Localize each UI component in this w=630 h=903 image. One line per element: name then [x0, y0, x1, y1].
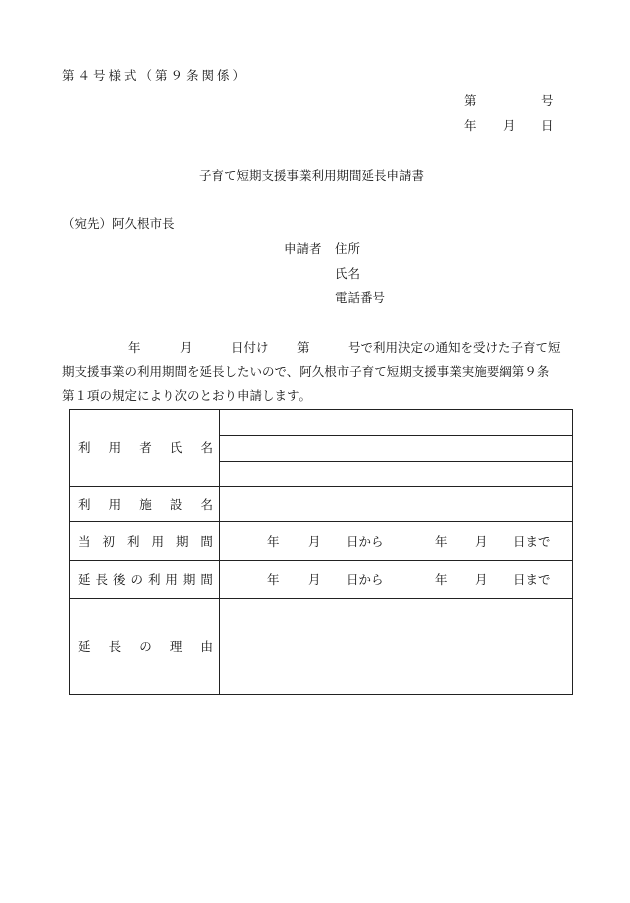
body-line3: 第１項の規定により次のとおり申請します。: [62, 388, 312, 403]
reason-label: 延 長 の 理 由: [78, 638, 213, 654]
date-month: 月: [503, 118, 516, 133]
initial-period-label: 当 初 利 用 期 間: [78, 533, 213, 549]
facility-label-cell: [70, 487, 220, 522]
form-number: 第４号様式（第９条関係）: [62, 68, 249, 83]
user-name-divider-2: [220, 461, 572, 462]
doc-no-suffix: 号: [541, 93, 554, 108]
user-name-label-cell: [70, 410, 220, 486]
extended-from-month: 月: [308, 571, 321, 587]
initial-to-day: 日まで: [513, 533, 551, 549]
initial-to-year: 年: [435, 533, 448, 549]
body-day-dated: 日付け: [231, 340, 269, 355]
reason-label-cell: [70, 599, 220, 695]
extended-period-label: 延 長 後 の 利 用 期 間: [78, 571, 213, 587]
initial-from-day: 日から: [346, 533, 384, 549]
extended-period-label-cell: [70, 561, 220, 599]
doc-no-prefix: 第: [464, 93, 477, 108]
body-line1: 号で利用決定の通知を受けた子育て短: [348, 340, 561, 355]
body-no-prefix: 第: [297, 340, 310, 355]
applicant-label: 申請者: [284, 241, 322, 256]
body-line2: 期支援事業の利用期間を延長したいので、阿久根市子育て短期支援事業実施要綱第９条: [62, 364, 550, 379]
extended-from-year: 年: [267, 571, 280, 587]
extended-to-month: 月: [475, 571, 488, 587]
facility-label: 利 用 施 設 名: [78, 496, 213, 512]
initial-period-label-cell: [70, 522, 220, 561]
extended-period-row: [70, 560, 572, 599]
user-name-row: [70, 410, 572, 486]
initial-to-month: 月: [475, 533, 488, 549]
document-title: 子育て短期支援事業利用期間延長申請書: [199, 168, 425, 183]
user-name-divider-1: [220, 435, 572, 436]
initial-from-month: 月: [308, 533, 321, 549]
date-day: 日: [541, 118, 554, 133]
date-year: 年: [464, 118, 477, 133]
user-name-label: 利 用 者 氏 名: [78, 439, 213, 455]
initial-period-row: [70, 521, 572, 561]
reason-row: [70, 598, 572, 695]
applicant-address-label: 住所: [335, 241, 361, 256]
body-month: 月: [180, 340, 193, 355]
extended-from-day: 日から: [346, 571, 384, 587]
application-form-table: [69, 409, 573, 695]
applicant-name-label: 氏名: [335, 266, 361, 281]
applicant-phone-label: 電話番号: [335, 290, 386, 305]
body-year: 年: [128, 340, 141, 355]
facility-row: [70, 486, 572, 522]
extended-to-year: 年: [435, 571, 448, 587]
initial-from-year: 年: [267, 533, 280, 549]
addressee: （宛先）阿久根市長: [62, 216, 175, 231]
extended-to-day: 日まで: [513, 571, 551, 587]
